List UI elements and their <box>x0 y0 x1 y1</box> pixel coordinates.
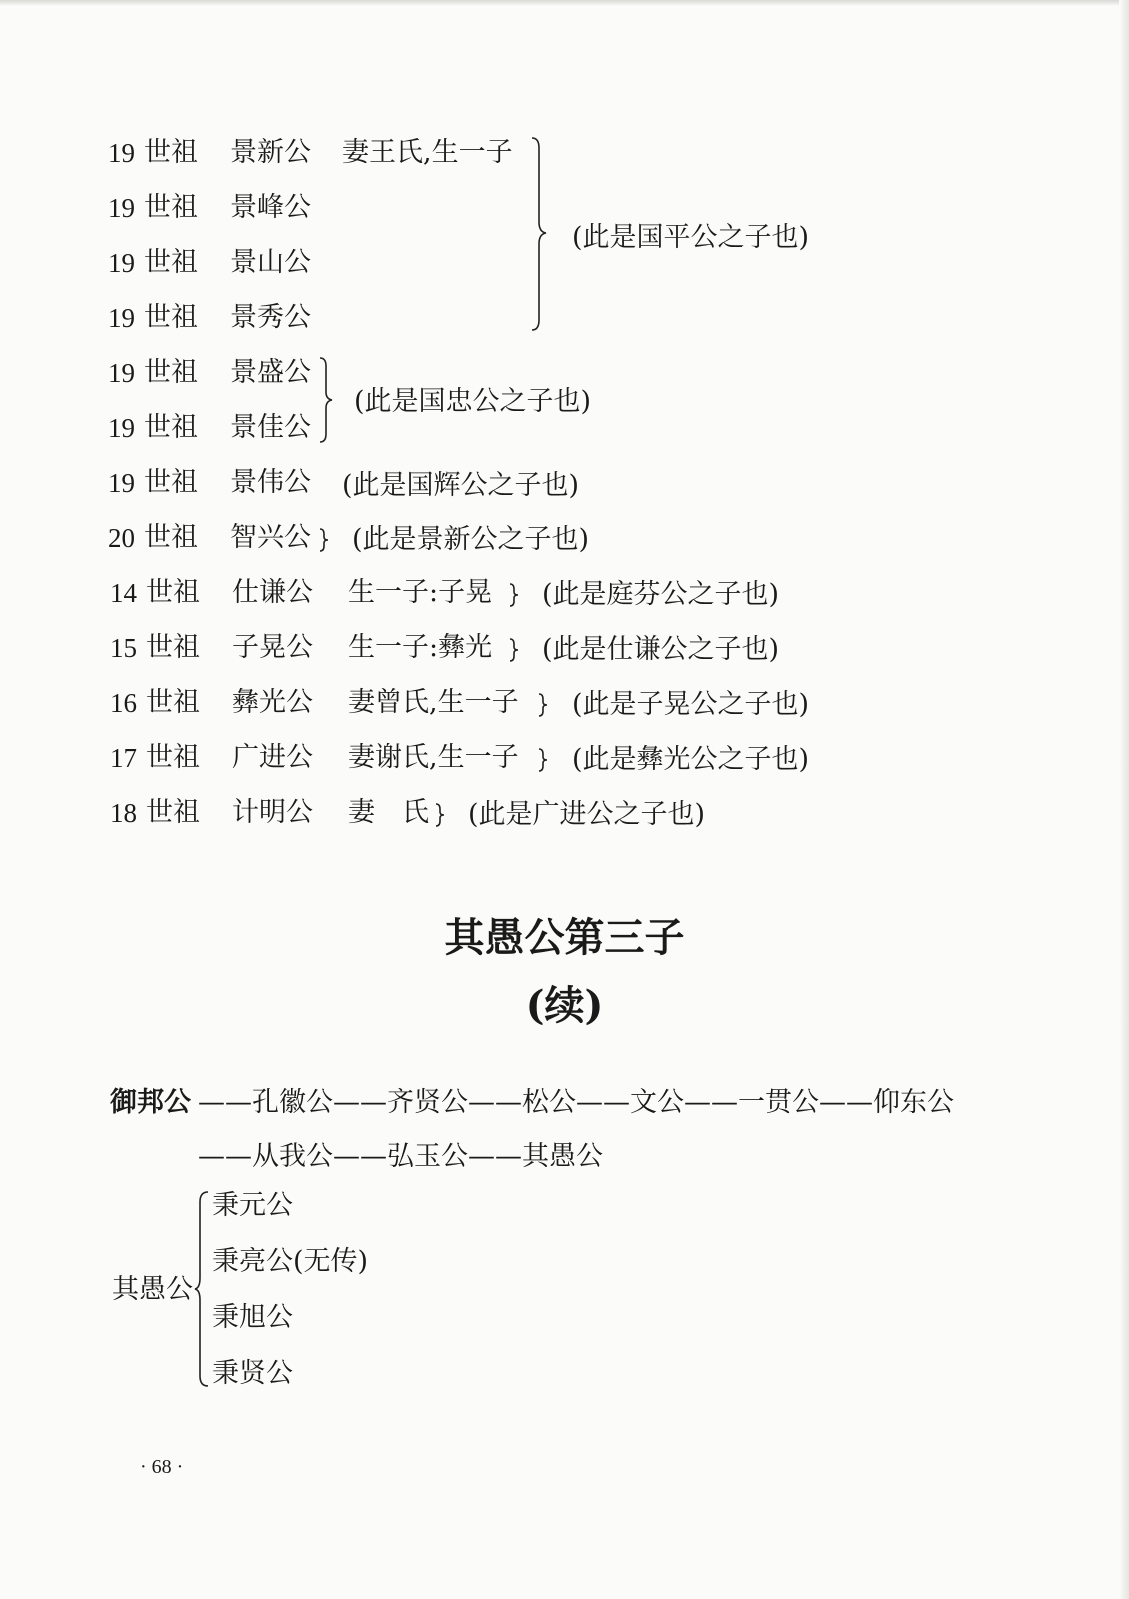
parent-note: (此是景新公之子也) <box>352 524 590 555</box>
parent-note: (此是国平公之子也) <box>572 222 810 253</box>
parent-note: (此是广进公之子也) <box>468 799 706 830</box>
child-name: 秉贤公 <box>212 1358 293 1389</box>
lineage-line-2: ——从我公——弘玉公——其愚公 <box>198 1141 603 1172</box>
generation-title: 世祖 <box>144 247 198 278</box>
ancestor-note: 生一子:子晃 <box>348 577 493 608</box>
generation-title: 世祖 <box>146 797 200 828</box>
generation-title: 世祖 <box>146 687 200 718</box>
ancestor-name: 景山公 <box>230 247 311 278</box>
parent-note: (此是国忠公之子也) <box>354 386 592 417</box>
ancestor-note: 妻 氏 <box>348 797 429 828</box>
ancestor-name: 广进公 <box>232 742 313 773</box>
section-subtitle: (续) <box>525 982 604 1029</box>
generation-title: 世祖 <box>144 137 198 168</box>
ancestor-name: 子晃公 <box>232 632 313 663</box>
generation-title: 世祖 <box>146 577 200 608</box>
scan-edge <box>0 0 1129 6</box>
generation-title: 世祖 <box>144 412 198 443</box>
parent-note: (此是庭芬公之子也) <box>542 579 780 610</box>
right-brace <box>508 637 520 663</box>
generation-number: 20 <box>108 523 135 553</box>
ancestor-name: 智兴公 <box>230 522 311 553</box>
generation-number: 19 <box>108 358 135 388</box>
right-brace <box>530 136 550 332</box>
right-brace <box>537 747 549 773</box>
parent-note: (此是国辉公之子也) <box>342 470 580 501</box>
scan-edge-right <box>1119 0 1129 1599</box>
ancestor-note: 妻谢氏,生一子 <box>348 742 519 773</box>
ancestor-note: 妻王氏,生一子 <box>342 137 513 168</box>
right-brace <box>434 802 446 828</box>
child-name: 秉元公 <box>212 1190 293 1221</box>
generation-number: 19 <box>108 193 135 223</box>
right-brace <box>508 582 520 608</box>
generation-number: 18 <box>110 798 137 828</box>
generation-title: 世祖 <box>144 467 198 498</box>
generation-title: 世祖 <box>144 522 198 553</box>
left-brace <box>194 1190 210 1390</box>
ancestor-note: 生一子:彝光 <box>348 632 493 663</box>
right-brace <box>318 527 330 553</box>
lineage-first: 御邦公 <box>110 1087 191 1118</box>
ancestor-name: 景秀公 <box>230 302 311 333</box>
generation-title: 世祖 <box>144 357 198 388</box>
right-brace <box>537 692 549 718</box>
generation-number: 16 <box>110 688 137 718</box>
ancestor-name: 景盛公 <box>230 357 311 388</box>
ancestor-name: 彝光公 <box>232 687 313 718</box>
children-parent: 其愚公 <box>112 1274 193 1305</box>
generation-number: 19 <box>108 303 135 333</box>
generation-number: 14 <box>110 578 137 608</box>
lineage-line-1: ——孔徽公——齐贤公——松公——文公——一贯公——仰东公 <box>198 1087 954 1118</box>
generation-number: 19 <box>108 468 135 498</box>
child-name: 秉旭公 <box>212 1302 293 1333</box>
generation-title: 世祖 <box>144 192 198 223</box>
ancestor-name: 景新公 <box>230 137 311 168</box>
generation-title: 世祖 <box>144 302 198 333</box>
ancestor-name: 计明公 <box>232 797 313 828</box>
generation-number: 19 <box>108 248 135 278</box>
ancestor-name: 仕谦公 <box>232 577 313 608</box>
generation-title: 世祖 <box>146 742 200 773</box>
right-brace <box>318 356 338 444</box>
section-title: 其愚公第三子 <box>444 914 685 961</box>
generation-number: 19 <box>108 413 135 443</box>
parent-note: (此是子晃公之子也) <box>572 689 810 720</box>
generation-title: 世祖 <box>146 632 200 663</box>
page-number-area: · 68 · <box>140 1456 184 1478</box>
ancestor-name: 景峰公 <box>230 192 311 223</box>
ancestor-name: 景伟公 <box>230 467 311 498</box>
page-number: 68 <box>151 1456 172 1478</box>
ancestor-name: 景佳公 <box>230 412 311 443</box>
parent-note: (此是彝光公之子也) <box>572 744 810 775</box>
generation-number: 15 <box>110 633 137 663</box>
child-name: 秉亮公(无传) <box>212 1246 369 1277</box>
ancestor-note: 妻曾氏,生一子 <box>348 687 519 718</box>
parent-note: (此是仕谦公之子也) <box>542 634 780 665</box>
generation-number: 19 <box>108 138 135 168</box>
generation-number: 17 <box>110 743 137 773</box>
